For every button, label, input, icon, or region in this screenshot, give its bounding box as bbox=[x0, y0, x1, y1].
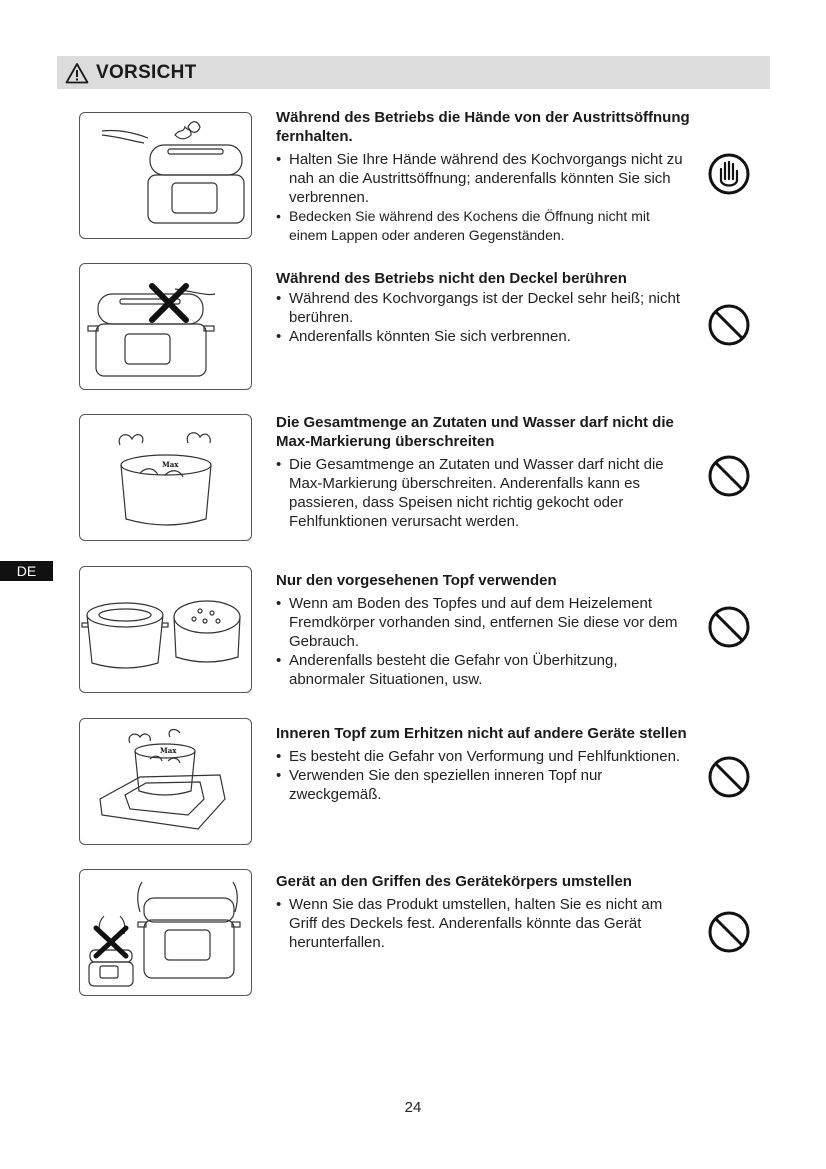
section-text bbox=[276, 872, 691, 952]
section-bullet: • Wenn Sie das Produkt umstellen, halten Sie es nicht am Griff des Deckels fest. Anderenfalls könnte das Gerät herunterfallen. bbox=[276, 895, 691, 952]
section-bullet: • Wenn am Boden des Topfes und auf dem Heizelement Fremdkörper vorhanden sind, entfernen Sie diese vor dem Gebrauch. bbox=[276, 594, 691, 651]
illustration-handles bbox=[79, 869, 252, 996]
caution-title: VORSICHT bbox=[96, 61, 197, 83]
section-heading: Während des Betriebs nicht den Deckel berühren bbox=[276, 270, 627, 287]
section-text bbox=[276, 269, 691, 346]
prohibition-icon bbox=[706, 754, 752, 800]
caution-banner bbox=[57, 56, 770, 89]
section-bullet: • Bedecken Sie während des Kochens die Öffnung nicht mit einem Lappen oder anderen Gegenständen. bbox=[276, 207, 691, 245]
prohibition-icon bbox=[706, 909, 752, 955]
illustration-vent bbox=[79, 112, 252, 239]
cooker-vent-illustration bbox=[80, 113, 251, 238]
section-heading: Die Gesamtmenge an Zutaten und Wasser darf nicht die Max-Markierung überschreiten bbox=[276, 414, 674, 450]
pot-on-stove-illustration bbox=[80, 719, 251, 844]
section-bullet: • Anderenfalls besteht die Gefahr von Überhitzung, abnormaler Situationen, usw. bbox=[276, 651, 691, 689]
illustration-lid bbox=[79, 263, 252, 390]
section-bullet: • Anderenfalls könnten Sie sich verbrennen. bbox=[276, 327, 691, 346]
section-heading: Gerät an den Griffen des Gerätekörpers umstellen bbox=[276, 873, 632, 890]
illustration-other-devices bbox=[79, 718, 252, 845]
prohibition-icon bbox=[706, 302, 752, 348]
illustration-max bbox=[79, 414, 252, 541]
section-text bbox=[276, 571, 691, 689]
section-heading: Inneren Topf zum Erhitzen nicht auf andere Geräte stellen bbox=[276, 725, 687, 742]
carry-by-handles-illustration bbox=[80, 870, 251, 995]
prohibition-icon bbox=[706, 604, 752, 650]
prohibition-icon bbox=[706, 453, 752, 499]
section-bullet: • Während des Kochvorgangs ist der Deckel sehr heiß; nicht berühren. bbox=[276, 289, 691, 327]
illustration-pot bbox=[79, 566, 252, 693]
section-text bbox=[276, 413, 691, 531]
warning-triangle-icon bbox=[65, 62, 89, 84]
section-heading: Während des Betriebs die Hände von der Austrittsöffnung fernhalten. bbox=[276, 109, 690, 145]
section-bullet: • Es besteht die Gefahr von Verformung und Fehlfunktionen. bbox=[276, 747, 691, 766]
language-tab: DE bbox=[0, 561, 53, 581]
pot-and-heater-illustration bbox=[80, 567, 251, 692]
section-bullet: • Halten Sie Ihre Hände während des Kochvorgangs nicht zu nah an die Austrittsöffnung; anderenfalls könnten Sie sich verbrennen. bbox=[276, 150, 691, 207]
hand-prohibition-icon bbox=[706, 151, 752, 197]
cooker-lid-illustration bbox=[80, 264, 251, 389]
section-text bbox=[276, 108, 691, 245]
inner-pot-max-illustration bbox=[80, 415, 251, 540]
max-marking: Max bbox=[160, 746, 177, 755]
section-heading: Nur den vorgesehenen Topf verwenden bbox=[276, 572, 557, 589]
max-marking: Max bbox=[162, 460, 179, 469]
section-bullet: • Die Gesamtmenge an Zutaten und Wasser darf nicht die Max-Markierung überschreiten. Anderenfalls kann es passieren, dass Speisen nicht richtig gekocht oder Fehlfunktionen verursacht werden. bbox=[276, 455, 691, 531]
section-bullet: • Verwenden Sie den speziellen inneren Topf nur zweckgemäß. bbox=[276, 766, 691, 804]
page-number: 24 bbox=[404, 1099, 422, 1116]
section-text bbox=[276, 724, 691, 804]
